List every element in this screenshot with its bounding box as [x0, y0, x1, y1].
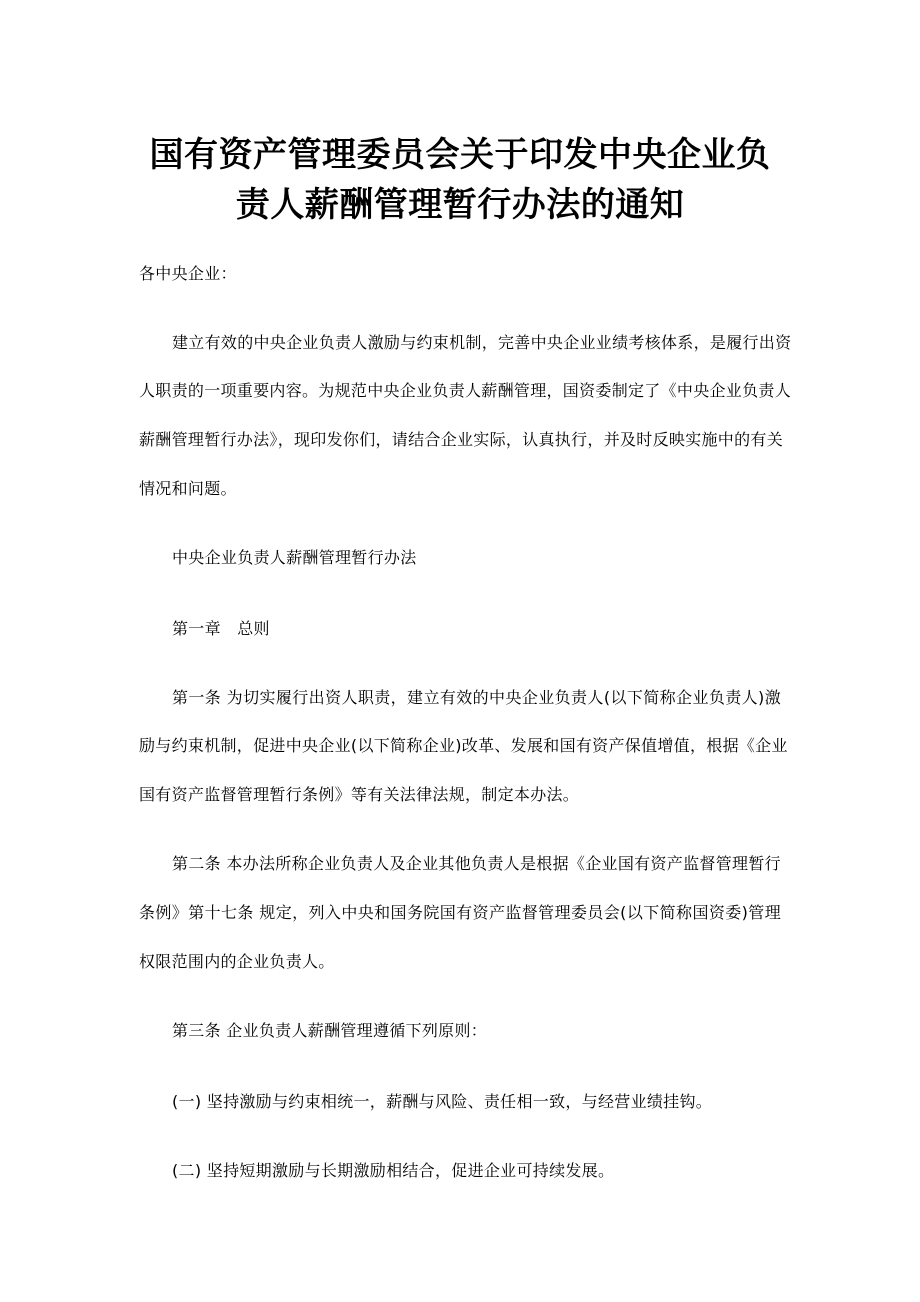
article-2-line-2: 条例》第十七条 规定，列入中央和国务院国有资产监督管理委员会(以下简称国资委)管理: [139, 903, 781, 922]
article-3: 第三条 企业负责人薪酬管理遵循下列原则：: [172, 1021, 488, 1040]
principle-2: (二) 坚持短期激励与长期激励相结合，促进企业可持续发展。: [172, 1161, 615, 1180]
intro-line-1: 建立有效的中央企业负责人激励与约束机制，完善中央企业业绩考核体系，是履行出资: [172, 333, 792, 352]
salutation: 各中央企业：: [139, 264, 237, 283]
document-title-line-1: 国有资产管理委员会关于印发中央企业负: [149, 135, 771, 175]
article-1-line-1: 第一条 为切实履行出资人职责，建立有效的中央企业负责人(以下简称企业负责人)激: [172, 688, 781, 707]
intro-line-3: 薪酬管理暂行办法》，现印发你们，请结合企业实际，认真执行，并及时反映实施中的有关: [139, 430, 784, 449]
article-2-line-1: 第二条 本办法所称企业负责人及企业其他负责人是根据《企业国有资产监督管理暂行: [172, 854, 781, 873]
chapter-heading: 第一章 总则: [172, 619, 270, 638]
measures-title: 中央企业负责人薪酬管理暂行办法: [172, 548, 417, 567]
article-1-line-3: 国有资产监督管理暂行条例》等有关法律法规，制定本办法。: [139, 785, 580, 804]
article-2-line-3: 权限范围内的企业负责人。: [139, 952, 335, 971]
article-1-line-2: 励与约束机制，促进中央企业(以下简称企业)改革、发展和国有资产保值增值，根据《企业: [139, 736, 788, 755]
document-title-line-2: 责人薪酬管理暂行办法的通知: [235, 185, 685, 225]
intro-line-2: 人职责的一项重要内容。为规范中央企业负责人薪酬管理，国资委制定了《中央企业负责人: [139, 381, 792, 400]
intro-line-4: 情况和问题。: [139, 479, 237, 498]
principle-1: (一) 坚持激励与约束相统一，薪酬与风险、责任相一致，与经营业绩挂钩。: [172, 1092, 713, 1111]
